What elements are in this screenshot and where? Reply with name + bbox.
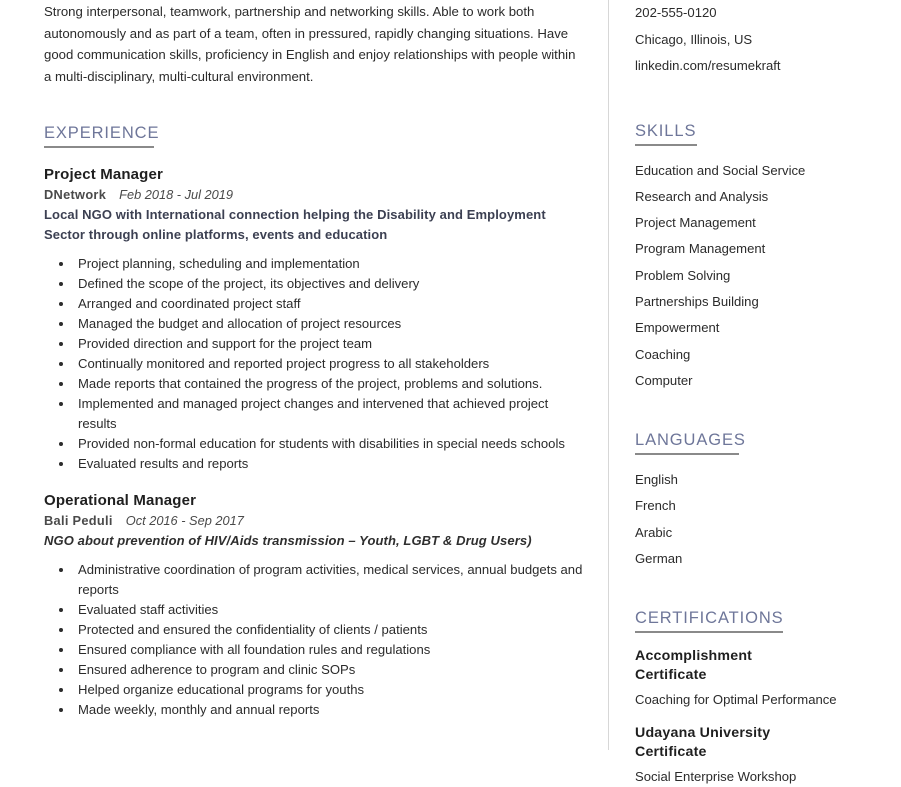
job-meta xyxy=(44,511,584,530)
list-item: • Made weekly, monthly and annual reports xyxy=(74,700,584,720)
experience-section xyxy=(44,123,584,720)
list-item: • Provided direction and support for the project team xyxy=(74,334,584,354)
list-item: French xyxy=(635,498,676,514)
job-title: Project Manager xyxy=(44,166,163,183)
list-item: English xyxy=(635,472,678,488)
list-item: • Evaluated staff activities xyxy=(74,600,584,620)
certifications-heading: CERTIFICATIONS xyxy=(635,609,784,628)
contact-list xyxy=(635,0,881,80)
list-item: Partnerships Building xyxy=(635,293,759,309)
list-item: • Arranged and coordinated project staff xyxy=(74,294,584,314)
job-dates: Feb 2018 - Jul 2019 xyxy=(119,187,233,202)
experience-entry xyxy=(44,491,584,720)
experience-heading-wrap xyxy=(44,123,584,148)
skills-section xyxy=(635,121,881,395)
languages-section xyxy=(635,430,881,572)
list-item: • Ensured adherence to program and clinic SOPs xyxy=(74,660,584,680)
certification-entry xyxy=(635,724,881,787)
list-item: Education and Social Service xyxy=(635,162,806,178)
list-item: • Administrative coordination of program activities, medical services, annual budgets and reports xyxy=(74,560,584,600)
list-item: German xyxy=(635,551,683,567)
skills-heading-wrap xyxy=(635,121,881,146)
experience-heading-rule xyxy=(44,146,154,148)
list-item: Empowerment xyxy=(635,320,720,336)
list-item: • Managed the budget and allocation of project resources xyxy=(74,314,584,334)
languages-heading-rule xyxy=(635,453,739,455)
list-item: Computer xyxy=(635,372,693,388)
job-title: Operational Manager xyxy=(44,492,197,509)
certification-name: Accomplishment Certificate xyxy=(635,648,753,684)
list-item: Problem Solving xyxy=(635,267,731,283)
list-item: • Helped organize educational programs for youths xyxy=(74,680,584,700)
list-item: Research and Analysis xyxy=(635,188,769,204)
experience-heading: EXPERIENCE xyxy=(44,124,160,142)
column-divider xyxy=(608,0,609,750)
summary-section xyxy=(44,0,584,87)
list-item: • Made reports that contained the progress of the project, problems and solutions. xyxy=(74,374,584,394)
list-item: • Implemented and managed project changes and intervened that achieved project results xyxy=(74,394,584,434)
list-item: • Provided non-formal education for students with disabilities in special needs schools xyxy=(74,434,584,454)
list-item: • Continually monitored and reported project progress to all stakeholders xyxy=(74,354,584,374)
list-item: Program Management xyxy=(635,241,766,257)
languages-heading-wrap xyxy=(635,430,881,455)
list-item: Arabic xyxy=(635,524,673,540)
languages-list xyxy=(635,467,881,572)
certifications-heading-wrap xyxy=(635,608,881,633)
list-item: • Project planning, scheduling and implementation xyxy=(74,254,584,274)
list-item: Project Management xyxy=(635,215,756,231)
list-item: • Protected and ensured the confidentiality of clients / patients xyxy=(74,620,584,640)
job-dates: Oct 2016 - Sep 2017 xyxy=(125,513,244,528)
certification-subtitle: Social Enterprise Workshop xyxy=(635,769,797,785)
job-bullet-list xyxy=(44,254,584,474)
contact-linkedin[interactable]: linkedin.com/resumekraft xyxy=(635,58,781,73)
job-description: NGO about prevention of HIV/Aids transmission – Youth, LGBT & Drug Users) xyxy=(44,533,532,548)
skills-heading-rule xyxy=(635,144,697,146)
summary-text: Strong interpersonal, teamwork, partnership and networking skills. Able to work both autonomously and as part of a team, often in pressured, rapidly changing situations. Have good communication skills, proficiency in English and enjoy relationships with people within a multi-disciplinary, multi-cultural environment. xyxy=(44,4,576,84)
list-item: • Defined the scope of the project, its objectives and delivery xyxy=(74,274,584,294)
skills-heading: SKILLS xyxy=(635,121,697,140)
certification-subtitle: Coaching for Optimal Performance xyxy=(635,692,837,708)
experience-entry xyxy=(44,165,584,474)
job-company: DNetwork xyxy=(44,187,107,202)
list-item: • Ensured compliance with all foundation rules and regulations xyxy=(74,640,584,660)
certification-entry xyxy=(635,647,881,710)
sidebar-column xyxy=(608,0,901,785)
list-item: Coaching xyxy=(635,346,691,362)
certifications-section xyxy=(635,608,881,787)
skills-list xyxy=(635,158,881,395)
languages-heading: LANGUAGES xyxy=(635,431,746,450)
certification-name: Udayana University Certificate xyxy=(635,725,771,761)
contact-location: Chicago, Illinois, US xyxy=(635,31,753,47)
job-description: Local NGO with International connection helping the Disability and Employment Sector through online platforms, events and education xyxy=(44,207,546,242)
job-company: Bali Peduli xyxy=(44,513,113,528)
list-item: • Evaluated results and reports xyxy=(74,454,584,474)
job-meta xyxy=(44,185,584,204)
certifications-heading-rule xyxy=(635,631,783,633)
contact-phone: 202-555-0120 xyxy=(635,5,717,20)
job-bullet-list xyxy=(44,560,584,720)
